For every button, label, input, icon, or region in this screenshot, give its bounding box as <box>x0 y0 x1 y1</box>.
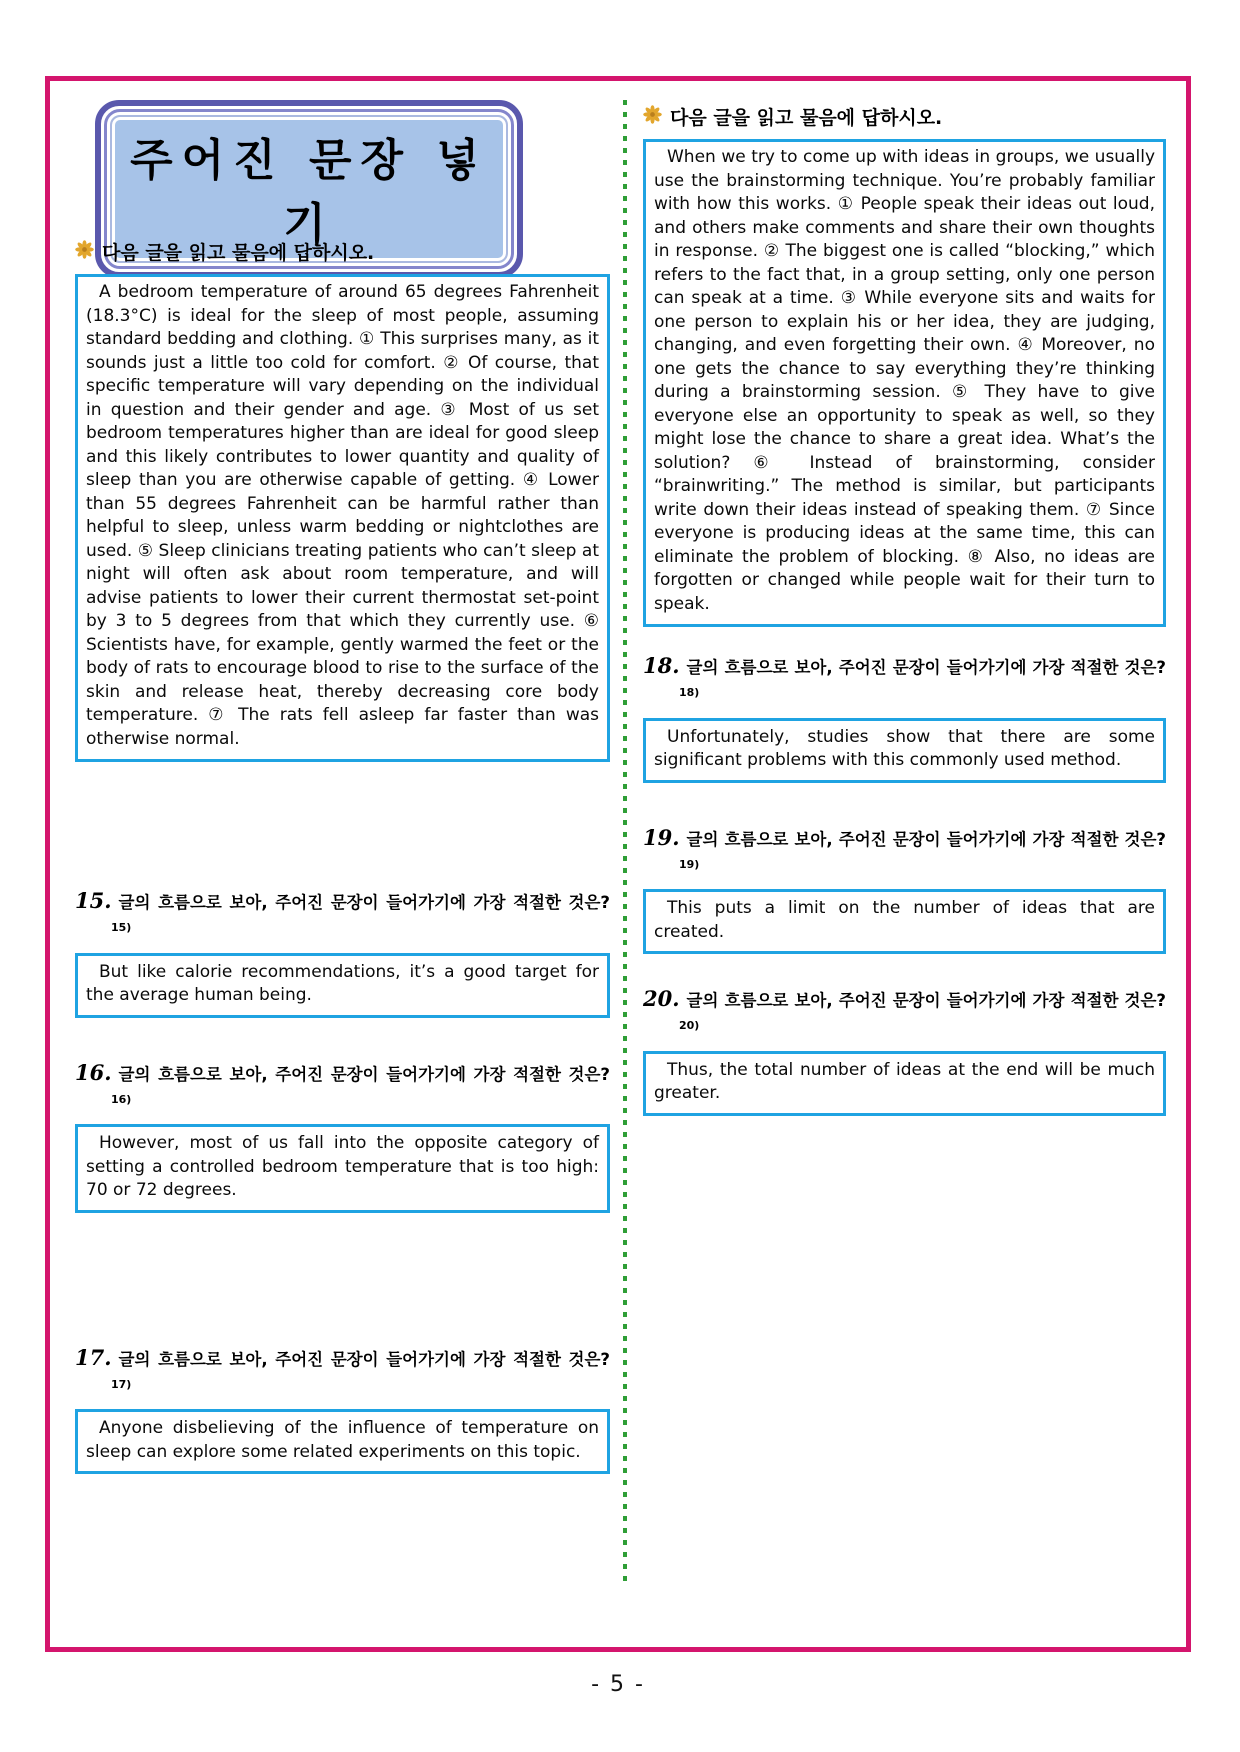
question-18 <box>643 653 1166 710</box>
question-19-sentence: This puts a limit on the number of ideas that are created. <box>654 898 1155 942</box>
question-15 <box>75 888 610 945</box>
question-19-sentence-box <box>643 889 1166 954</box>
question-20-footnote: 20) <box>679 1019 700 1032</box>
question-20-text: 글의 흐름으로 보아, 주어진 문장이 들어가기에 가장 적절한 것은? <box>686 991 1166 1010</box>
left-passage-text: A bedroom temperature of around 65 degrees Fahrenheit (18.3°C) is ideal for the sleep of most people, assuming standard bedding and clothing. ① This surprises many, as it sounds just a little too cold for comfort. ② Of course, that specific temperature will vary depending on the individual in question and their gender and age. ③ Most of us set bedroom temperatures higher than are ideal for good sleep and this likely contributes to lower quantity and quality of sleep than you are otherwise capable of getting. ④ Lower than 55 degrees Fahrenheit can be harmful rather than helpful to sleep, unless warm bedding or nightclothes are used. ⑤ Sleep clinicians treating patients who can’t sleep at night will often ask about room temperature, and will advise patients to lower their current thermostat set-point by 3 to 5 degrees from that which they currently use. ⑥ Scientists have, for example, gently warmed the feet or the body of rats to encourage blood to rise to the surface of the skin and release heat, thereby decreasing core body temperature. ⑦ The rats fell asleep far faster than was otherwise normal. <box>86 282 599 749</box>
question-19-text: 글의 흐름으로 보아, 주어진 문장이 들어가기에 가장 적절한 것은? <box>686 829 1166 849</box>
question-18-number: 18. <box>643 653 680 678</box>
right-instruction-text: 다음 글을 읽고 물음에 답하시오. <box>670 107 943 129</box>
question-18-text: 글의 흐름으로 보아, 주어진 문장이 들어가기에 가장 적절한 것은? <box>686 658 1166 677</box>
question-17-sentence: Anyone disbelieving of the influence of temperature on sleep can explore some related experiments on this topic. <box>86 1418 599 1462</box>
question-16-footnote: 16) <box>111 1092 132 1106</box>
right-passage-box <box>643 139 1166 627</box>
question-20-number: 20. <box>643 986 680 1011</box>
flower-icon <box>75 240 94 264</box>
right-column <box>643 103 1166 1116</box>
question-19-number: 19. <box>643 824 680 850</box>
question-15-sentence: But like calorie recommendations, it’s a good target for the average human being. <box>86 961 599 1005</box>
question-15-number: 15. <box>75 888 112 913</box>
question-17-text: 글의 흐름으로 보아, 주어진 문장이 들어가기에 가장 적절한 것은? <box>118 1349 610 1369</box>
page-number: - 5 - <box>591 1672 645 1697</box>
left-column <box>75 238 610 1474</box>
column-divider <box>623 100 627 1582</box>
question-18-sentence-box <box>643 718 1166 783</box>
right-instruction <box>643 103 1166 130</box>
right-passage-text: When we try to come up with ideas in groups, we usually use the brainstorming technique. You’re probably familiar with how this works. ① People speak their ideas out loud, and others make comments and share their own thoughts in response. ② The biggest one is called “blocking,” which refers to the fact that, in a group setting, only one person can speak at a time. ③ While everyone sits and waits for one person to explain his or her idea, they are judging, changing, and even forgetting their own. ④ Moreover, no one gets the chance to say everything they’re thinking during a brainstorming session. ⑤ They have to give everyone else an opportunity to speak as well, so they might lose the chance to share a great idea. What’s the solution? ⑥ Instead of brainstorming, consider “brainwriting.” The method is similar, but participants write down their ideas instead of speaking them. ⑦ Since everyone is producing ideas at the same time, this can eliminate the problem of blocking. ⑧ Also, no ideas are forgotten or changed while people wait for their turn to speak. <box>654 147 1155 614</box>
question-17-footnote: 17) <box>111 1377 132 1391</box>
question-20 <box>643 986 1166 1043</box>
question-20-sentence-box <box>643 1051 1166 1116</box>
question-16-sentence: However, most of us fall into the opposite category of setting a controlled bedroom temperature that is too high: 70 or 72 degrees. <box>86 1133 599 1200</box>
question-16-text: 글의 흐름으로 보아, 주어진 문장이 들어가기에 가장 적절한 것은? <box>118 1064 610 1084</box>
flower-icon <box>643 105 662 129</box>
question-15-sentence-box <box>75 953 610 1018</box>
question-17 <box>75 1345 610 1402</box>
left-instruction-text: 다음 글을 읽고 물음에 답하시오. <box>102 242 375 264</box>
left-instruction <box>75 238 610 265</box>
page-title: 주어진 문장 넣기 <box>130 135 488 250</box>
question-16-number: 16. <box>75 1059 112 1085</box>
question-19 <box>643 825 1166 882</box>
question-15-footnote: 15) <box>111 921 132 934</box>
question-17-sentence-box <box>75 1409 610 1474</box>
question-16 <box>75 1060 610 1117</box>
question-17-number: 17. <box>75 1344 112 1370</box>
question-19-footnote: 19) <box>679 857 700 871</box>
question-18-sentence: Unfortunately, studies show that there are some significant problems with this commonly used method. <box>654 726 1155 770</box>
question-18-footnote: 18) <box>679 686 700 699</box>
question-15-text: 글의 흐름으로 보아, 주어진 문장이 들어가기에 가장 적절한 것은? <box>118 893 610 912</box>
question-20-sentence: Thus, the total number of ideas at the end will be much greater. <box>654 1059 1155 1103</box>
question-16-sentence-box <box>75 1124 610 1213</box>
left-passage-box <box>75 274 610 762</box>
